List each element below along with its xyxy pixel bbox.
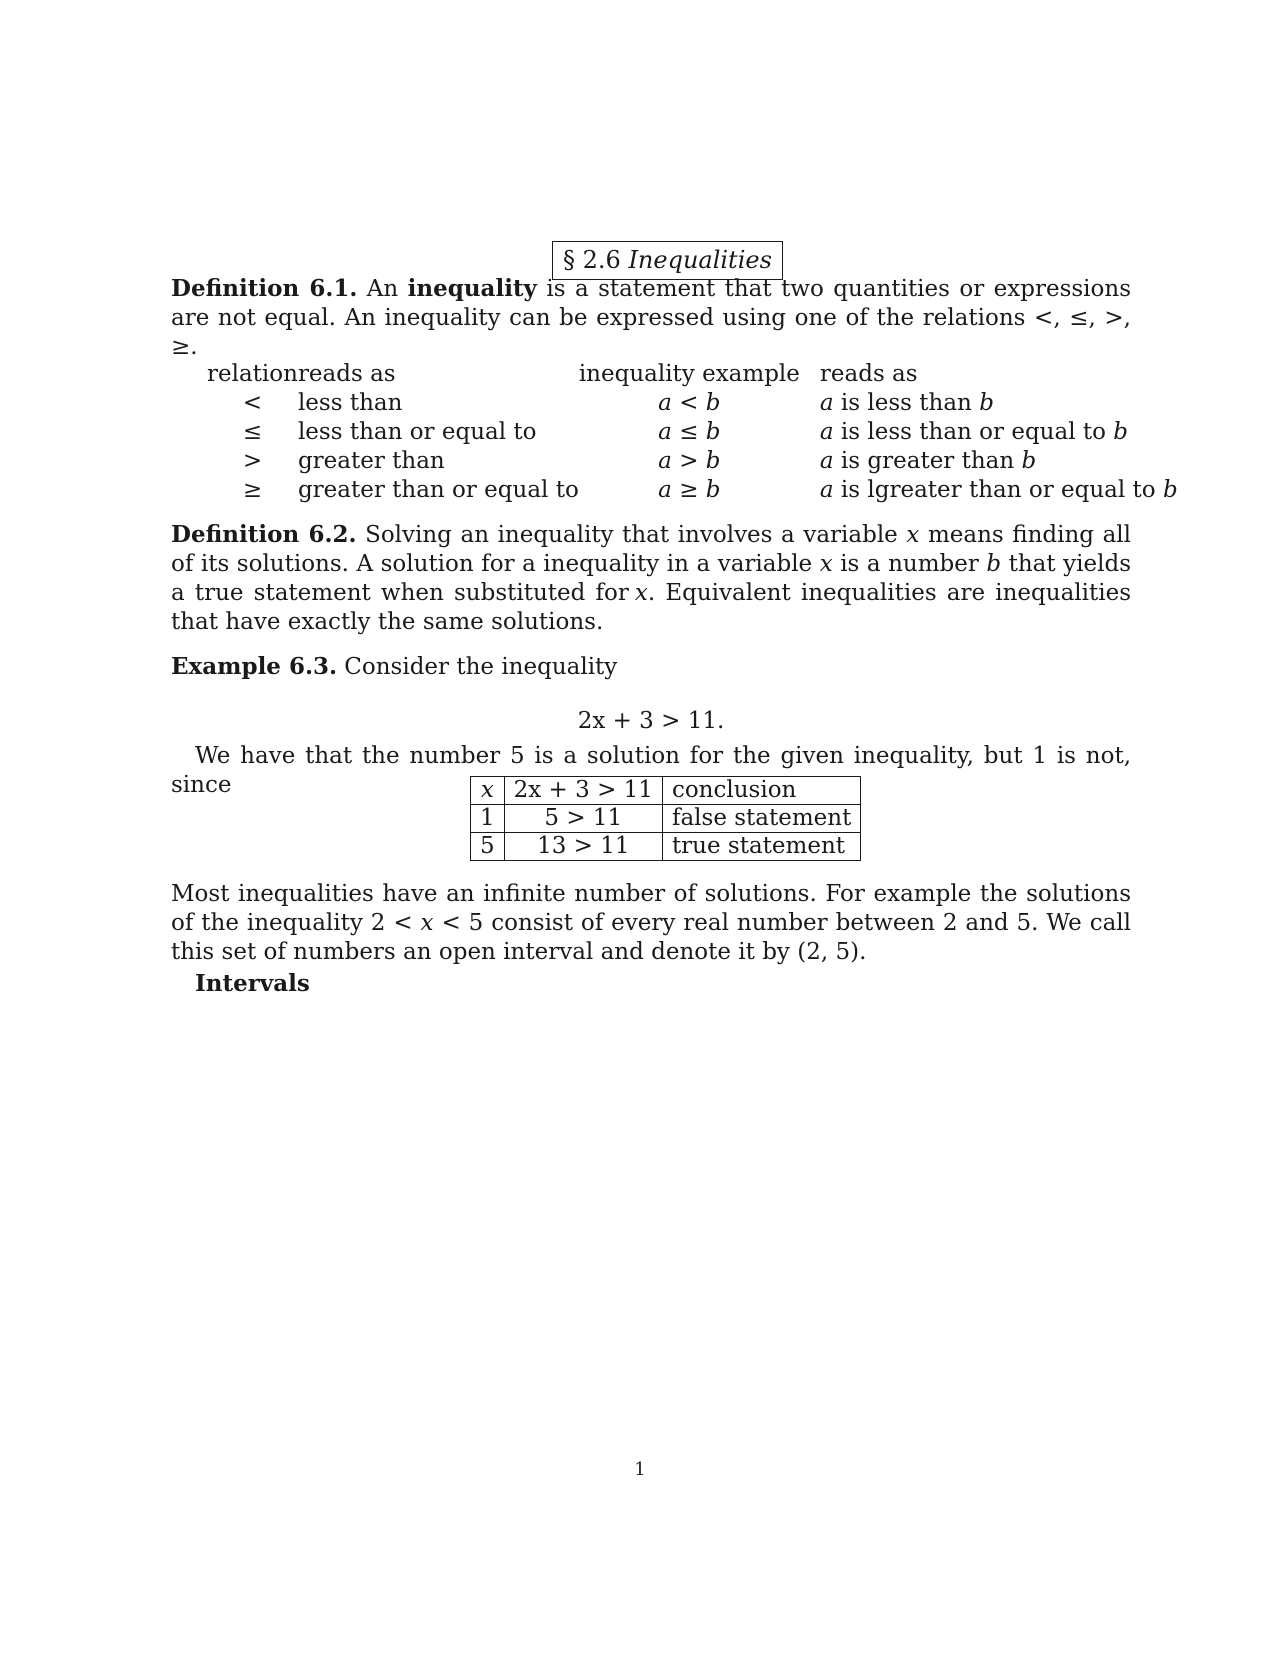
relation-example: a ≥ b: [658, 477, 721, 503]
relations-row: [207, 418, 1178, 447]
relation-example: a ≤ b: [658, 419, 721, 445]
relation-symbol: ≤: [242, 419, 263, 445]
relation-reads: less than or equal to: [297, 419, 537, 445]
display-equation: 2x + 3 > 11.: [577, 708, 725, 734]
relation-symbol: <: [242, 390, 263, 416]
solution-x: 5: [471, 833, 505, 861]
relation-reads: less than: [297, 390, 403, 416]
header-inequality-example: inequality example: [578, 361, 800, 387]
relations-table: [207, 360, 1178, 505]
definition-6-1: [171, 274, 1131, 362]
solution-row: [471, 805, 861, 833]
intervals-heading: Intervals: [195, 970, 310, 997]
solution-expression: 5 > 11: [504, 805, 662, 833]
section-number: § 2.6: [563, 246, 621, 274]
solution-header-expression: 2x + 3 > 11: [504, 777, 662, 805]
relations-row: [207, 476, 1178, 505]
definition-6-2: Definition 6.2. Solving an inequality that involves a variable x means finding all of its solutions. A solution for a inequality in a variable x is a number b that yields a true statement when substituted for x. Equivalent inequalities are inequalities that have exactly the same solutions.: [171, 521, 1132, 635]
header-reads-as-example: reads as: [819, 361, 918, 387]
relation-symbol: >: [242, 448, 263, 474]
relation-example-reads: a is less than b: [819, 390, 994, 416]
header-relation: relation: [207, 361, 298, 387]
relations-row: [207, 447, 1178, 476]
example-6-3-label: Example 6.3.: [171, 653, 337, 680]
relation-example-reads: a is less than or equal to b: [819, 419, 1128, 445]
definition-6-1-text-2: is a statement that two quantities or expressions are not equal. An inequality can be expressed using one of the relations <, ≤, >, ≥.: [171, 276, 1132, 360]
solution-expression: 13 > 11: [504, 833, 662, 861]
relation-example: a < b: [658, 390, 721, 416]
solution-x: 1: [471, 805, 505, 833]
solution-header-conclusion: conclusion: [662, 777, 860, 805]
example-6-3-text: Consider the inequality: [344, 654, 618, 680]
solution-header-x: x: [471, 777, 505, 805]
solution-row: [471, 833, 861, 861]
definition-6-1-label: Definition 6.1.: [171, 275, 358, 302]
relations-header-row: [207, 360, 1178, 389]
solution-header-row: [471, 777, 861, 805]
page-number: 1: [634, 1459, 646, 1480]
relation-example: a > b: [658, 448, 721, 474]
relations-row: [207, 389, 1178, 418]
example-6-3: [171, 652, 1131, 682]
relation-reads: greater than: [297, 448, 445, 474]
definition-6-1-term: inequality: [407, 275, 537, 302]
definition-6-2-label: Definition 6.2.: [171, 521, 357, 548]
solution-conclusion: true statement: [662, 833, 860, 861]
section-name: Inequalities: [628, 246, 772, 274]
definition-6-1-text-1: An: [366, 276, 399, 302]
solution-conclusion: false statement: [662, 805, 860, 833]
relation-symbol: ≥: [242, 477, 263, 503]
relation-example-reads: a is greater than b: [819, 448, 1037, 474]
solution-table: [470, 776, 861, 861]
header-reads-as: reads as: [297, 361, 396, 387]
closing-paragraph: Most inequalities have an infinite number of solutions. For example the solutions of the inequality 2 < x < 5 consist of every real number between 2 and 5. We call this set of numbers an open interval and denote it by (2, 5).: [171, 881, 1132, 965]
example-followup: We have that the number 5 is a solution for the given inequality, but 1 is not, since: [171, 743, 1131, 798]
relation-example-reads: a is lgreater than or equal to b: [819, 477, 1178, 503]
relation-reads: greater than or equal to: [297, 477, 579, 503]
